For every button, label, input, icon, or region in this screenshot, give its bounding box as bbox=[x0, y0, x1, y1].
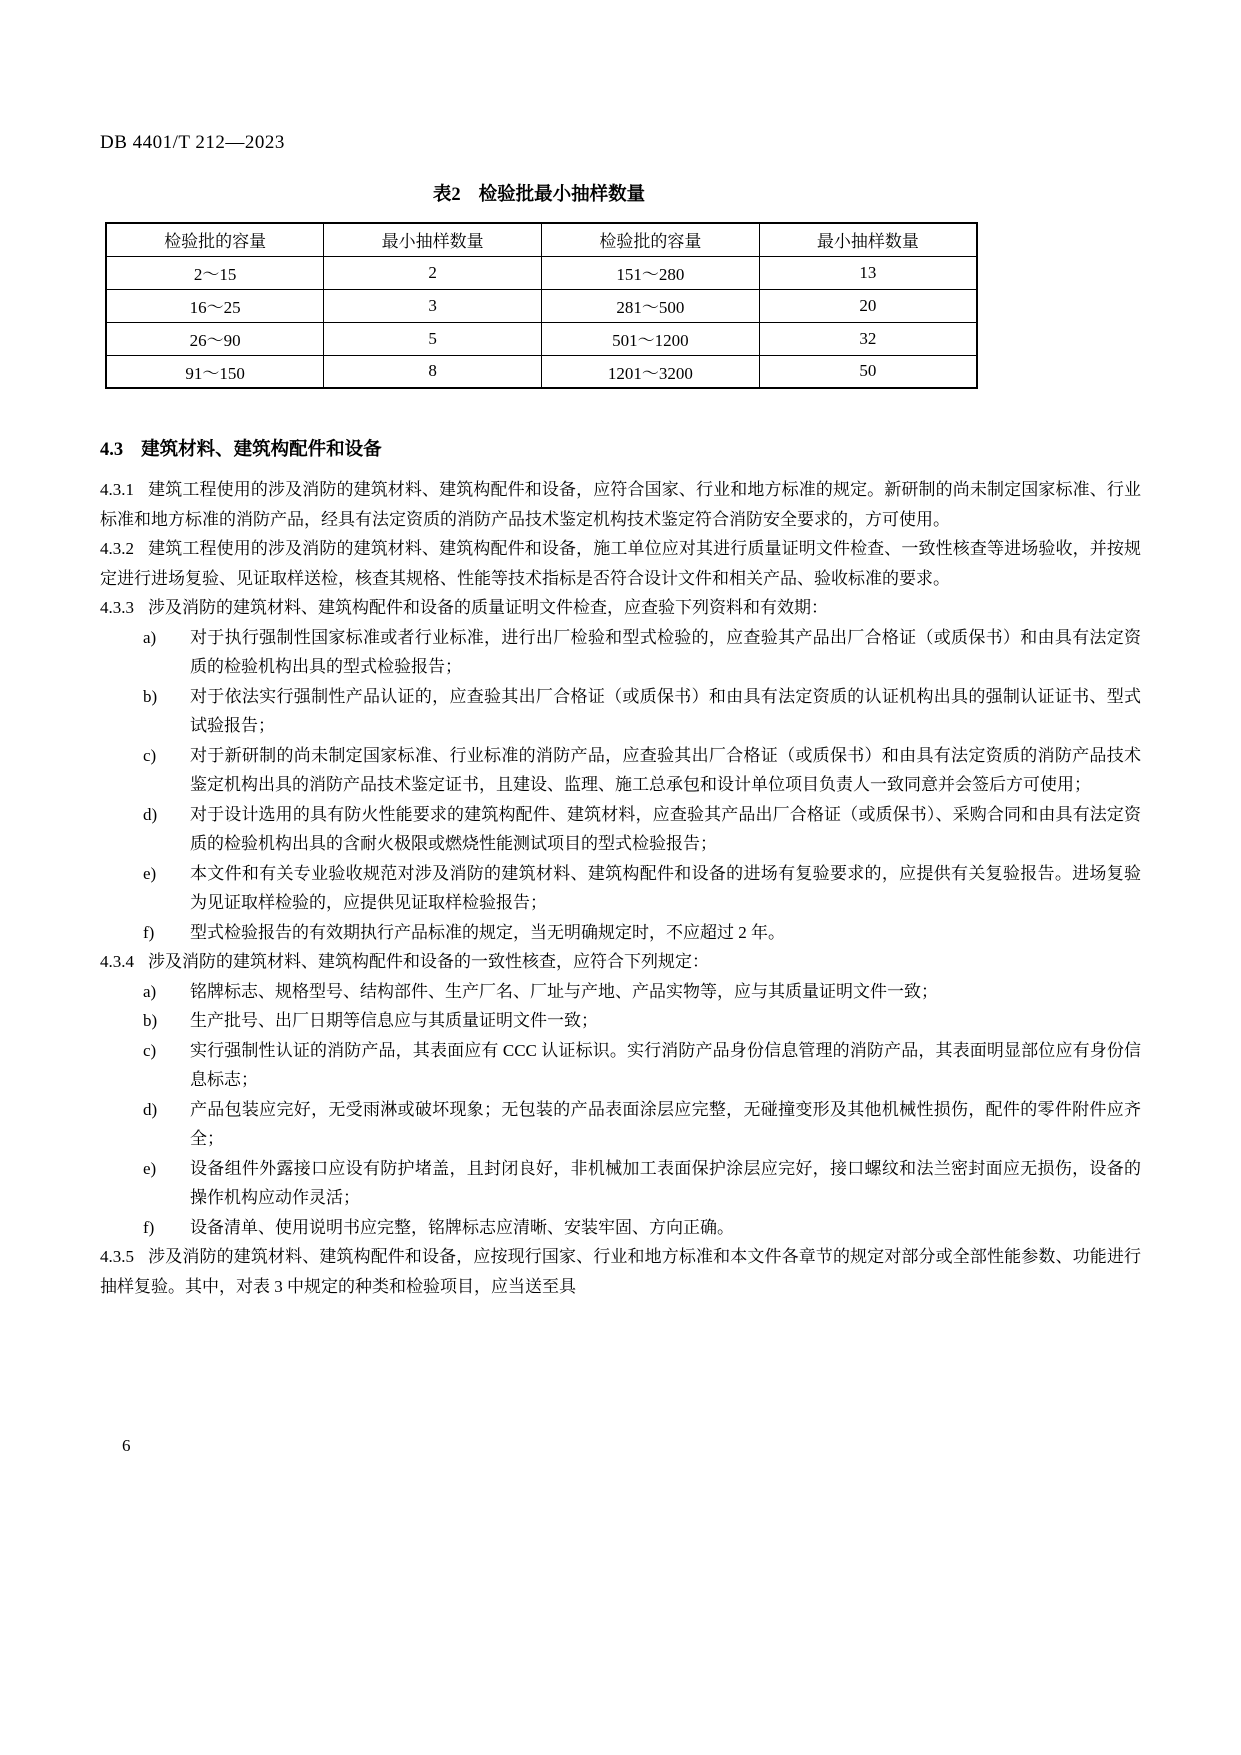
list-item-text: 对于新研制的尚未制定国家标准、行业标准的消防产品，应查验其出厂合格证（或质保书）和由具有法定资质的消防产品技术鉴定机构出具的消防产品技术鉴定证书，且建设、监理、施工总承包和设计单位项目负责人一致同意并会签后方可使用； bbox=[190, 745, 1141, 794]
list-item bbox=[143, 918, 1141, 948]
table-cell: 8 bbox=[324, 355, 542, 388]
list-item-label: f) bbox=[143, 1217, 155, 1237]
table-header-row bbox=[106, 223, 977, 256]
table-cell: 281～500 bbox=[542, 289, 760, 322]
table-row bbox=[106, 355, 977, 388]
list-item-label: e) bbox=[143, 863, 157, 883]
list-item bbox=[143, 1006, 1141, 1036]
table-cell: 3 bbox=[324, 289, 542, 322]
table-cell: 2 bbox=[324, 256, 542, 289]
list-item bbox=[143, 1213, 1141, 1243]
table-cell: 26～90 bbox=[106, 322, 324, 355]
clause-number: 4.3.2 bbox=[100, 539, 134, 558]
list-item-label: c) bbox=[143, 745, 157, 765]
list-item bbox=[143, 1154, 1141, 1213]
table-cell: 13 bbox=[759, 256, 977, 289]
table-cell: 91～150 bbox=[106, 355, 324, 388]
clause-paragraph bbox=[100, 534, 1141, 593]
document-body bbox=[100, 435, 1141, 1301]
clause-paragraph bbox=[100, 593, 1141, 623]
clause-text: 涉及消防的建筑材料、建筑构配件和设备的一致性核查，应符合下列规定： bbox=[148, 952, 709, 971]
table-row bbox=[106, 256, 977, 289]
list-item-label: c) bbox=[143, 1040, 157, 1060]
table-cell: 2～15 bbox=[106, 256, 324, 289]
clause-number: 4.3.1 bbox=[100, 480, 134, 499]
list-item-text: 生产批号、出厂日期等信息应与其质量证明文件一致； bbox=[190, 1011, 598, 1030]
clause-text: 涉及消防的建筑材料、建筑构配件和设备，应按现行国家、行业和地方标准和本文件各章节的规定对部分或全部性能参数、功能进行抽样复验。其中，对表 3 中规定的种类和检验项目，应当送至具 bbox=[100, 1247, 1141, 1296]
table-header-cell: 最小抽样数量 bbox=[759, 223, 977, 256]
list-item bbox=[143, 682, 1141, 741]
table-title bbox=[100, 180, 978, 206]
clause-text: 建筑工程使用的涉及消防的建筑材料、建筑构配件和设备，施工单位应对其进行质量证明文件检查、一致性核查等进场验收，并按规定进行进场复验、见证取样送检，核查其规格、性能等技术指标是否符合设计文件和相关产品、验收标准的要求。 bbox=[100, 539, 1141, 588]
table-header-cell: 检验批的容量 bbox=[542, 223, 760, 256]
clause-paragraph bbox=[100, 947, 1141, 977]
list-item-label: f) bbox=[143, 922, 155, 942]
list-item-text: 对于设计选用的具有防火性能要求的建筑构配件、建筑材料，应查验其产品出厂合格证（或质保书）、采购合同和由具有法定资质的检验机构出具的含耐火极限或燃烧性能测试项目的型式检验报告； bbox=[190, 804, 1141, 853]
list-item-text: 设备清单、使用说明书应完整，铭牌标志应清晰、安装牢固、方向正确。 bbox=[190, 1217, 734, 1237]
section-heading bbox=[100, 435, 1141, 461]
table-title-text: 检验批最小抽样数量 bbox=[478, 185, 646, 205]
table-cell: 16～25 bbox=[106, 289, 324, 322]
clause-number: 4.3.5 bbox=[100, 1247, 134, 1266]
list-item-text: 对于执行强制性国家标准或者行业标准，进行出厂检验和型式检验的，应查验其产品出厂合格证（或质保书）和由具有法定资质的检验机构出具的型式检验报告； bbox=[190, 627, 1141, 676]
list-item-label: a) bbox=[143, 981, 157, 1001]
sampling-table-head bbox=[106, 223, 977, 256]
sampling-table-body bbox=[106, 256, 977, 388]
table-cell: 50 bbox=[759, 355, 977, 388]
list-item bbox=[143, 800, 1141, 859]
document-code: DB 4401/T 212—2023 bbox=[100, 132, 285, 153]
sampling-table bbox=[105, 222, 978, 389]
page-number: 6 bbox=[122, 1436, 131, 1455]
list-item-text: 型式检验报告的有效期执行产品标准的规定，当无明确规定时，不应超过 2 年。 bbox=[190, 922, 785, 942]
list-item-label: d) bbox=[143, 804, 158, 824]
list-item-label: b) bbox=[143, 686, 158, 706]
table-cell: 20 bbox=[759, 289, 977, 322]
table-row bbox=[106, 322, 977, 355]
table-cell: 1201～3200 bbox=[542, 355, 760, 388]
table-row bbox=[106, 289, 977, 322]
table-cell: 32 bbox=[759, 322, 977, 355]
section-title: 建筑材料、建筑构配件和设备 bbox=[141, 440, 382, 460]
table-cell: 151～280 bbox=[542, 256, 760, 289]
clause-text: 建筑工程使用的涉及消防的建筑材料、建筑构配件和设备，应符合国家、行业和地方标准的规定。新研制的尚未制定国家标准、行业标准和地方标准的消防产品，经具有法定资质的消防产品技术鉴定机构技术鉴定符合消防安全要求的，方可使用。 bbox=[100, 480, 1141, 529]
list-item bbox=[143, 1095, 1141, 1154]
clause-number: 4.3.4 bbox=[100, 952, 134, 971]
table-header-cell: 检验批的容量 bbox=[106, 223, 324, 256]
list-item bbox=[143, 623, 1141, 682]
list-item bbox=[143, 741, 1141, 800]
section-number: 4.3 bbox=[100, 440, 124, 460]
list-item-label: d) bbox=[143, 1099, 158, 1119]
list-item-text: 产品包装应完好，无受雨淋或破坏现象；无包装的产品表面涂层应完整，无碰撞变形及其他机械性损伤，配件的零件附件应齐全； bbox=[190, 1099, 1141, 1148]
list-item-text: 铭牌标志、规格型号、结构部件、生产厂名、厂址与产地、产品实物等，应与其质量证明文件一致； bbox=[190, 981, 938, 1001]
table-cell: 501～1200 bbox=[542, 322, 760, 355]
clause-number: 4.3.3 bbox=[100, 598, 134, 617]
list-item-text: 设备组件外露接口应设有防护堵盖，且封闭良好，非机械加工表面保护涂层应完好，接口螺纹和法兰密封面应无损伤，设备的操作机构应动作灵活； bbox=[190, 1158, 1141, 1207]
table-header-cell: 最小抽样数量 bbox=[324, 223, 542, 256]
clause-paragraph bbox=[100, 475, 1141, 534]
list-item-label: a) bbox=[143, 627, 157, 647]
clause-paragraph bbox=[100, 1242, 1141, 1301]
list-item-label: e) bbox=[143, 1158, 157, 1178]
list-item-label: b) bbox=[143, 1011, 158, 1030]
list-item-text: 本文件和有关专业验收规范对涉及消防的建筑材料、建筑构配件和设备的进场有复验要求的，应提供有关复验报告。进场复验为见证取样检验的，应提供见证取样检验报告； bbox=[190, 863, 1141, 912]
table-title-label: 表2 bbox=[432, 185, 461, 205]
clause-text: 涉及消防的建筑材料、建筑构配件和设备的质量证明文件检查，应查验下列资料和有效期： bbox=[148, 598, 828, 617]
table-cell: 5 bbox=[324, 322, 542, 355]
list-item bbox=[143, 1036, 1141, 1095]
list-item-text: 对于依法实行强制性产品认证的，应查验其出厂合格证（或质保书）和由具有法定资质的认证机构出具的强制认证证书、型式试验报告； bbox=[190, 686, 1141, 735]
list-item-text: 实行强制性认证的消防产品，其表面应有 CCC 认证标识。实行消防产品身份信息管理的消防产品，其表面明显部位应有身份信息标志； bbox=[190, 1040, 1141, 1089]
list-item bbox=[143, 859, 1141, 918]
list-item bbox=[143, 977, 1141, 1007]
